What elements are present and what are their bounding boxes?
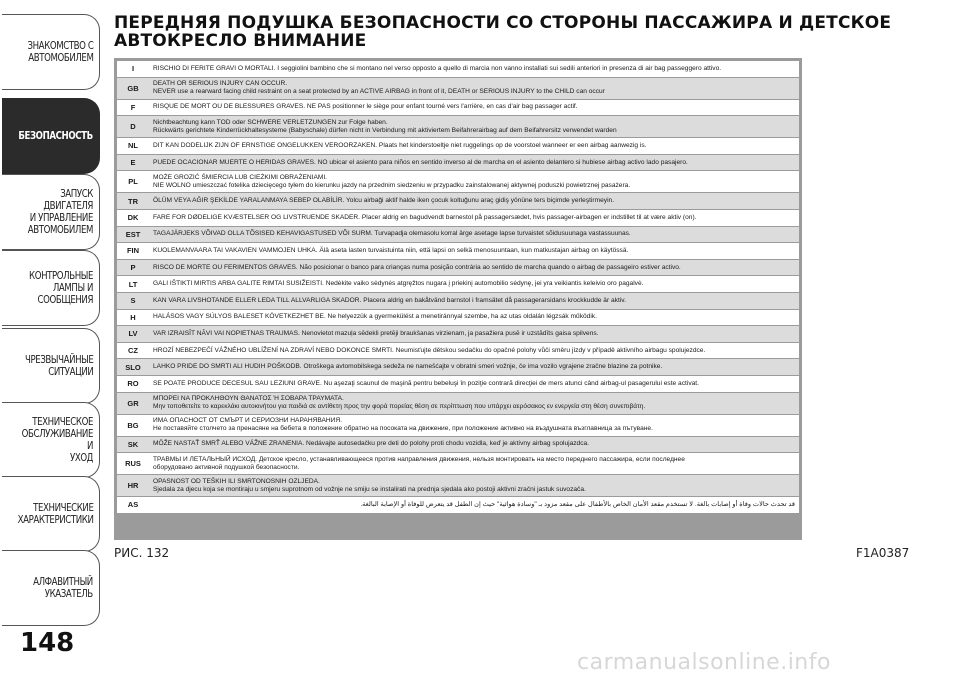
warning-row (117, 310, 799, 327)
chapter-tab-label: ТЕХНИЧЕСКИЕ ХАРАКТЕРИСТИКИ (17, 502, 93, 526)
language-code: P (130, 263, 136, 273)
warning-row (117, 155, 799, 172)
warning-text-line: NEVER use a rearward facing child restraint on a seat protected by an ACTIVE AIRBAG in front of it, DEATH or SERIOUS INJURY to the CHILD can occur (153, 88, 605, 96)
chapter-tab-label: АЛФАВИТНЫЙ УКАЗАТЕЛЬ (33, 576, 93, 600)
figure-code: F1A0387 (856, 546, 910, 560)
warning-text-line: TAGAJÄRJEKS VÕIVAD OLLA TÕSISED KEHAVIGASTUSED VÕI SURM. Turvapadja olemasolu korral ärge asetage lapse turvaistet sõidusuunaga vastassuunas. (153, 230, 631, 238)
warning-text-line: ИМА ОПАСНОСТ ОТ СМЪРТ И СЕРИОЗНИ НАРАНЯВАНИЯ. (153, 417, 343, 424)
warning-text (149, 293, 799, 309)
warning-text (149, 326, 799, 342)
chapter-tab-3[interactable] (2, 174, 100, 250)
language-code: E (130, 158, 136, 168)
chapter-tab-4[interactable] (2, 250, 100, 326)
warning-text-line: OPASNOST OD TEŠKIH ILI SMRTONOSNIH OZLJEDA. (153, 477, 320, 485)
warning-text-line: MÔŽE NASTAŤ SMRŤ ALEBO VÁŽNE ZRANENIA. Nedávajte autosedačku pre deti do polohy proti chodu vozidla, keď je aktívny airbag spolujazdca. (153, 440, 590, 448)
language-code: DK (127, 213, 139, 223)
warning-text-line: SE POATE PRODUCE DECESUL SAU LEZIUNI GRAVE. Nu aşezaţi scaunul de maşină pentru bebeluşi în poziţie contrară direcţiei de mers atunci când airbag-ul pasagerului este activat. (153, 379, 699, 387)
warning-text (149, 276, 799, 292)
warning-text-line: Sjedala za djecu koja se montiraju u smjeru suprotnom od vožnje ne smiju se instalirati na prednja sjedala ako postoji aktivni zračni jastuk suvozača. (153, 485, 586, 493)
warning-text (149, 61, 799, 77)
warning-text-line: RISCO DE MORTE OU FERIMENTOS GRAVES. Não posicionar o banco para crianças numa posição contrária ao sentido de marcha quando o airbag de passageiro estiver activo. (153, 263, 681, 271)
chapter-tab-2[interactable] (2, 98, 100, 174)
language-code: RUS (125, 459, 141, 469)
warning-row (117, 453, 799, 475)
chapter-tab-5[interactable] (2, 328, 100, 404)
warning-row (117, 61, 799, 78)
warning-text-line: оборудовано активной подушкой безопасности. (153, 463, 300, 471)
warning-text-line: ΜΠΟΡΕΙ ΝΑ ΠΡΟΚΛΗΘΟΥΝ ΘΑΝΑΤΟΣ Ή ΣΟΒΑΡΑ ΤΡΑΥΜΑΤΑ. (153, 395, 344, 402)
warning-row (117, 393, 799, 415)
page-number: 148 (20, 628, 75, 658)
chapter-tab-label: ТЕХНИЧЕСКОЕ ОБСЛУЖИВАНИЕ И УХОД (21, 416, 94, 464)
chapter-tab-label: ЗНАКОМСТВО С АВТОМОБИЛЕМ (27, 40, 94, 64)
chapter-tab-label: БЕЗОПАСНОСТЬ (18, 130, 93, 142)
warning-text-line: HROZÍ NEBEZPEČÍ VÁŽNÉHO UBLÍŽENÍ NA ZDRAVÍ NEBO DOKONCE SMRTI. Neumisťujte dětskou sedačku do opačné polohy vůči směru jízdy v případě aktivního airbagu spolujezdce. (153, 346, 706, 354)
warning-row (117, 415, 799, 437)
language-code: D (130, 122, 136, 132)
warning-text-line: KAN VARA LIVSHOTANDE ELLER LEDA TILL ALLVARLIGA SKADOR. Placera aldrig en bakåtvänd barnstol i framsätet då passagerarsidans krockkudde är aktiv. (153, 296, 626, 304)
warning-text-line: KUOLEMANVAARA TAI VAKAVIEN VAMMOJEN UHKA. Älä aseta lasten turvaistuinta niin, että lapsi on selkä menosuuntaan, kun matkustajan airbag on käytössä. (153, 246, 629, 254)
warning-text-line: NIE WOLNO umieszczać fotelika dziecięcego tyłem do kierunku jazdy na przednim siedzeniu w przypadku zainstalowanej aktywnej poduszki powietrznej pasażera. (153, 181, 631, 189)
warning-text (149, 210, 799, 226)
warning-text (149, 376, 799, 392)
language-code: NL (128, 141, 138, 151)
language-code: S (130, 296, 136, 306)
warning-row (117, 276, 799, 293)
language-code: LT (128, 279, 138, 289)
warning-row (117, 116, 799, 138)
warning-text (149, 243, 799, 259)
warning-text (149, 437, 799, 453)
warning-text-line: PUEDE OCACIONAR MUERTE O HERIDAS GRAVES. NO ubicar el asiento para niños en sentido inverso al de marcha en el asiento delantero si hubiese airbag activo lado pasajero. (153, 158, 688, 166)
chapter-tab-1[interactable] (2, 14, 100, 90)
figure-caption: РИС. 132 (114, 546, 170, 560)
warning-text (149, 138, 799, 154)
warning-row (117, 326, 799, 343)
language-code: GR (127, 398, 139, 408)
warning-text-line: HALÁSOS VAGY SÚLYOS BALESET KÖVETKEZHET BE. Ne helyezzük a gyermekülést a menetiránnyal szembe, ha az utas oldalán légzsák működik. (153, 313, 597, 321)
warning-text (149, 227, 799, 243)
warning-text-line: Не поставяйте столчето за пренасяне на бебета в положение обратно на посоката на движение, при положение активно на въздушната възглавница за пътуване. (153, 425, 653, 432)
warning-table-body (117, 61, 799, 537)
warning-text (149, 453, 799, 474)
warning-row (117, 343, 799, 360)
chapter-tab-label: ЧРЕЗВЫЧАЙНЫЕ СИТУАЦИИ (24, 354, 93, 378)
warning-text (149, 310, 799, 326)
language-code: GB (127, 83, 139, 93)
language-code: EST (125, 229, 141, 239)
warning-text (149, 359, 799, 375)
language-code: PL (128, 177, 138, 187)
warning-row (117, 78, 799, 100)
warning-text-line: قد تحدث حالات وفاة أو إصابات بالغة. لا تستخدم مقعد الأمان الخاص بالأطفال على مقعد مزود بـ "وسادة هوائية" حيث إن الطفل قد يتعرض للوفاة أو الإصابة البالغة. (360, 500, 795, 508)
page-title: ПЕРЕДНЯЯ ПОДУШКА БЕЗОПАСНОСТИ СО СТОРОНЫ ПАССАЖИРА И ДЕТСКОЕ АВТОКРЕСЛО ВНИМАНИЕ (114, 13, 892, 51)
warning-text-line: Nichtbeachtung kann TOD oder SCHWERE VERLETZUNGEN zur Folge haben. (153, 118, 388, 126)
warning-text-line: Rückwärts gerichtete Kinderrückhaltesysteme (Babyschale) dürfen nicht in Verbindung mit aktiviertem Beifahrerairbag auf dem Beifahrersitz verwendet warden (153, 126, 617, 134)
warning-row (117, 138, 799, 155)
chapter-sidebar (2, 14, 100, 624)
warning-text (149, 497, 799, 513)
warning-text-line: DIT KAN DODELIJK ZIJN OF ERNSTIGE ONGELUKKEN VEROORZAKEN. Plaats het kinderstoeltje niet ruggelings op de voorstoel wanneer er een airbag aanwezig is. (153, 141, 647, 149)
chapter-tab-8[interactable] (2, 550, 100, 626)
warning-row (117, 260, 799, 277)
warning-row (117, 243, 799, 260)
warning-text (149, 475, 799, 496)
warning-row (117, 497, 799, 514)
warning-text (149, 78, 799, 99)
warning-text-line: FARE FOR DØDELIGE KVÆSTELSER OG LIVSTRUENDE SKADER. Placer aldrig en bagudvendt barnestol på passagersædet, hvis passager-airbagen er indstillet til at være aktiv (on). (153, 213, 697, 221)
warning-text (149, 393, 799, 414)
language-code: SLO (125, 362, 141, 372)
language-code: AS (127, 500, 139, 510)
warning-text-line: GALI IŠTIKTI MIRTIS ARBA GALITE RIMTAI SUSIŽEISTI. Nedėkite vaiko sėdynės atgręžtos nugara į priekinį automobilio sėdynę, jei yra veikiantis keleivio oro pagalvė. (153, 280, 644, 288)
warning-text (149, 343, 799, 359)
warning-text-line: LAHKO PRIDE DO SMRTI ALI HUDIH POŠKODB. Otroškega avtomobilskega sedeža ne namešćajte v obratni smeri vožnje, če ima vozilo vgrajene zračne blazine za potnike. (153, 363, 663, 371)
language-code: CZ (128, 346, 138, 356)
warning-row (117, 171, 799, 193)
warning-text-line: MOŻE GROZIĆ ŚMIERCIA LUB CIEŻKIMI OBRAŻENIAMI. (153, 173, 328, 181)
warning-text-line: VAR IZRAISĪT NĀVI VAI NOPIETNAS TRAUMAS. Nenovietot mazuļa sēdekli pretēji braukšanas virzienam, ja pasažiera pusē ir uzstādīts gaisa spilvens. (153, 329, 599, 337)
language-code: F (130, 102, 136, 112)
language-code: SK (127, 439, 139, 449)
chapter-tab-label: КОНТРОЛЬНЫЕ ЛАМПЫ И СООБЩЕНИЯ (29, 270, 93, 306)
chapter-tab-7[interactable] (2, 476, 100, 552)
chapter-tab-6[interactable] (2, 402, 100, 478)
language-code: H (130, 312, 136, 322)
warning-text-line: ТРАВМЫ И ЛЕТАЛЬНЫЙ ИСХОД. Детское кресло, устанавливающееся против направления движения, нельзя монтировать на место переднего пассажира, если последнее (153, 455, 685, 463)
language-code: HR (127, 481, 139, 491)
warning-text (149, 116, 799, 137)
language-code: FIN (126, 246, 140, 256)
warning-text-line: ÖLÜM VEYA AĞIR ŞEKİLDE YARALANMAYA SEBEP OLABİLİR. Yolcu airbaği aktif halde iken çocuk koltuğunu araç gidiş yönüne ters biçimde yerleştirmeyin. (153, 197, 615, 205)
warning-row (117, 210, 799, 227)
warning-row (117, 293, 799, 310)
language-code: RO (127, 379, 139, 389)
chapter-tab-label: ЗАПУСК ДВИГАТЕЛЯ И УПРАВЛЕНИЕ АВТОМОБИЛЕМ (27, 188, 93, 236)
warning-text (149, 171, 799, 192)
warning-text (149, 193, 799, 209)
language-code: LV (128, 329, 138, 339)
warning-text-line: RISQUE DE MORT OU DE BLESSURES GRAVES. NE PAS positionner le siège pour enfant tourné vers l'arrière, en cas d'air bag passager actif. (153, 103, 578, 111)
warning-row (117, 100, 799, 117)
language-code: I (131, 64, 135, 74)
warning-text (149, 155, 799, 171)
warning-row (117, 193, 799, 210)
warning-text-line: RISCHIO DI FERITE GRAVI O MORTALI. I seggiolini bambino che si montano nel verso opposto a quello di marcia non vanno installati sui sedili anteriori in presenza di air bag passeggero attivo. (153, 64, 722, 72)
watermark: carmanualsonline.info (577, 650, 831, 675)
warning-text-line: DEATH OR SERIOUS INJURY CAN OCCUR. (153, 80, 288, 88)
warning-table (114, 58, 802, 540)
language-code: TR (128, 196, 138, 206)
warning-row (117, 376, 799, 393)
warning-text (149, 260, 799, 276)
warning-text (149, 100, 799, 116)
warning-row (117, 227, 799, 244)
warning-row (117, 437, 799, 454)
warning-text-line: Μην τοποθετείτε το καρεκλάκι αυτοκινήτου για παιδιά σε αντίθετη προς την φορά πορείας θέση σε περίπτωση που υπάρχει αερόσακος εν ενεργεία στη θέση συνεπιβάτη. (153, 403, 646, 410)
warning-text (149, 415, 799, 436)
warning-row (117, 475, 799, 497)
warning-row (117, 359, 799, 376)
language-code: BG (127, 420, 139, 430)
